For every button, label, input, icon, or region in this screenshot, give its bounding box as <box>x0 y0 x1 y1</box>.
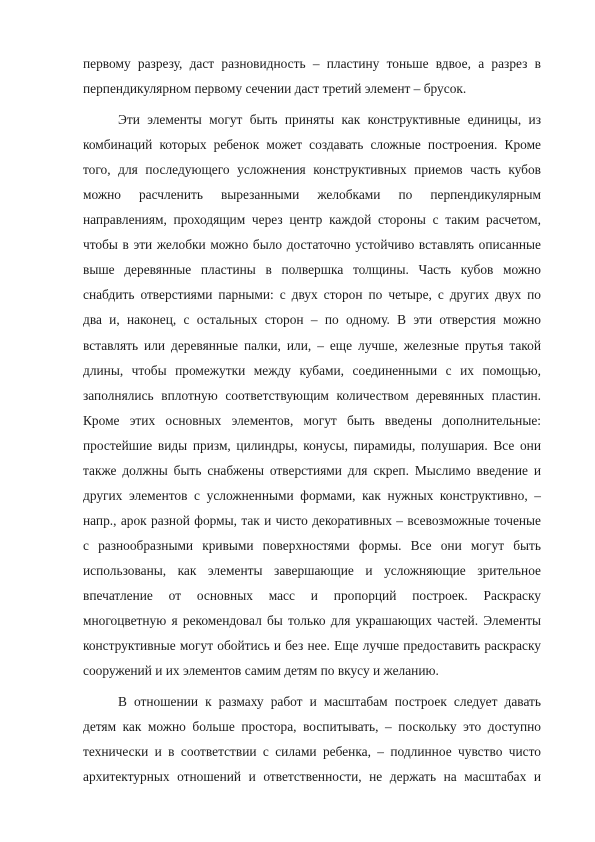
text-line: первому разрезу, даст разновидность – пластину тоньше вдвое, а разрез в <box>83 56 541 71</box>
text-line: использованы, как элементы завершающие и усложняющие зрительное <box>83 562 541 578</box>
text-line: выше деревянные пластины в полвершка толщины. Часть кубов можно <box>83 262 541 278</box>
text-line: многоцветную я рекомендовал бы только для украшающих частей. Элементы <box>83 613 541 629</box>
text-line: направлениям, проходящим через центр каждой стороны с таким расчетом, <box>83 212 541 228</box>
text-line: с разнообразными кривыми поверхностями формы. Все они могут быть <box>83 537 541 553</box>
text-line: вставлять или деревянные палки, или, – еще лучше, железные прутья такой <box>83 337 541 353</box>
text-line: можно расчленить вырезанными желобками по перпендикулярным <box>83 187 541 203</box>
text-line: также должны быть снабжены отверстиями для скреп. Мыслимо введение и <box>83 462 541 478</box>
text-line: простейшие виды призм, цилиндры, конусы, пирамиды, полушария. Все они <box>83 437 541 453</box>
text-line: снабдить отверстиями парными: с двух сторон по четыре, с других двух по <box>83 287 541 303</box>
document-body <box>83 51 541 789</box>
paragraph-first-line: В отношении к размаху работ и масштабам построек следует давать <box>118 694 541 710</box>
text-line: детям как можно больше простора, воспитывать, – поскольку это доступно <box>83 719 541 735</box>
text-line: технически и в соответствии с силами ребенка, – подлинное чувство чисто <box>83 744 541 760</box>
text-line: перпендикулярном первому сечении даст третий элемент – брусок. <box>83 81 467 97</box>
text-line: Кроме этих основных элементов, могут быть введены дополнительные: <box>83 412 541 428</box>
text-line: чтобы в эти желобки можно было достаточно устойчиво вставлять описанные <box>83 237 541 253</box>
text-line: архитектурных отношений и ответственности, не держать на масштабах и <box>83 769 541 785</box>
text-line: два и, наконец, с остальных сторон – по одному. В эти отверстия можно <box>83 312 541 328</box>
text-line: сооружений и их элементов самим детям по вкусу и желанию. <box>83 663 439 679</box>
text-line: того, для последующего усложнения конструктивных приемов часть кубов <box>83 162 541 178</box>
paragraph-first-line: Эти элементы могут быть приняты как конструктивные единицы, из <box>118 112 541 128</box>
text-line: впечатление от основных масс и пропорций построек. Раскраску <box>83 587 541 603</box>
text-line: длины, чтобы промежутки между кубами, соединенными с их помощью, <box>83 362 541 378</box>
text-line: напр., арок разной формы, так и чисто декоративных – всевозможные точеные <box>83 512 541 528</box>
text-line: других элементов с усложненными формами, как нужных конструктивно, – <box>83 487 541 503</box>
text-line: заполнялись вплотную соответствующим количеством деревянных пластин. <box>83 387 541 403</box>
text-line: конструктивные могут обойтись и без нее. Еще лучше предоставить раскраску <box>83 638 541 654</box>
text-line: комбинаций которых ребенок может создавать сложные построения. Кроме <box>83 137 541 153</box>
